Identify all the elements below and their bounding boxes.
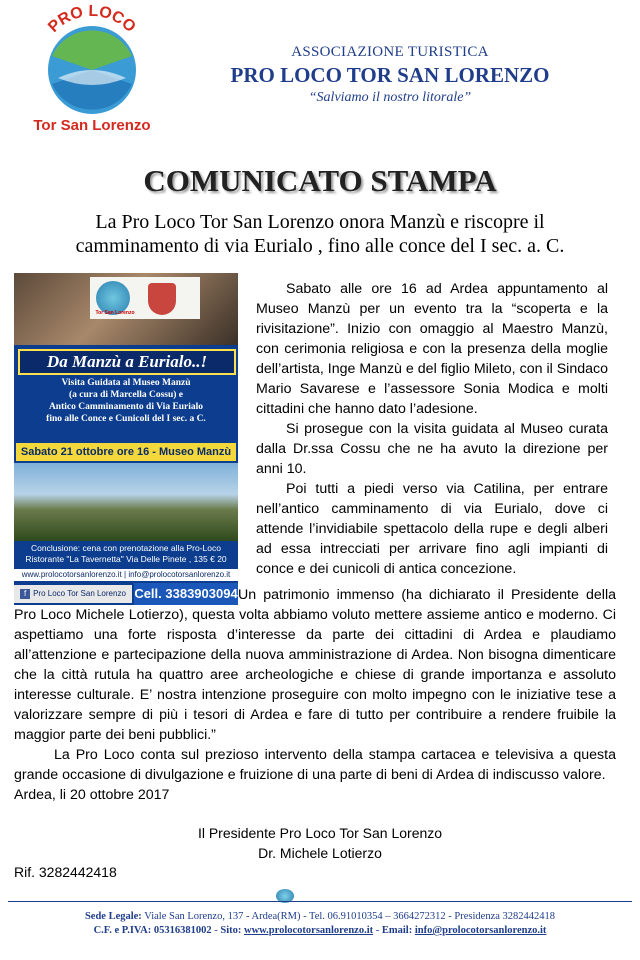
poster-conclusion-line: Ristorante "La Tavernetta" Via Delle Pinete , 135 € 20 <box>25 554 227 564</box>
footer-divider <box>8 901 632 902</box>
signature-role: Il Presidente Pro Loco Tor San Lorenzo <box>197 825 443 841</box>
page-title: COMUNICATO STAMPA <box>143 163 497 198</box>
poster-website: www.prolocotorsanlorenzo.it <box>21 570 122 579</box>
poster-desc-line: Visita Guidata al Museo Manzù <box>61 378 191 388</box>
poster-conclusion <box>16 543 236 565</box>
signature-name: Dr. Michele Lotierzo <box>258 845 382 861</box>
body-text-full <box>14 585 616 805</box>
footer-cf-label: C.F. e P.IVA: <box>93 925 152 936</box>
poster-description <box>18 377 234 425</box>
subtitle <box>40 210 600 258</box>
poster-cell: Cell. 3383903094 <box>134 583 238 605</box>
footer-email-label: Email: <box>381 925 413 936</box>
logo-name: Tor San Lorenzo <box>33 117 151 134</box>
poster-banner: Da Manzù a Eurialo..! <box>18 349 236 375</box>
paragraph-2: Si prosegue con la visita guidata al Museo curata dalla Dr.ssa Cossu che ne ha avuto la direzione per anni 10. <box>256 421 608 477</box>
subtitle-line-1: La Pro Loco Tor San Lorenzo onora Manzù e riscopre il <box>95 211 545 233</box>
footer-email-link[interactable]: info@prolocotorsanlorenzo.it <box>414 925 547 936</box>
poster-email: info@prolocotorsanlorenzo.it <box>128 570 231 579</box>
poster-conclusion-line: Conclusione: cena con prenotazione alla Pro-Loco <box>31 543 221 553</box>
footer-address <box>0 911 640 922</box>
poster-facebook-label: Pro Loco Tor San Lorenzo <box>33 589 126 598</box>
footer-cf-value: 05316381002 <box>153 925 212 936</box>
paragraph-1: Sabato alle ore 16 ad Ardea appuntamento al Museo Manzù per un evento tra la “scoperta e la rivisitazione”. Inizio con omaggio al Maestro Manzù, con cerimonia religiosa e con la presenza della moglie dell’artista, Inge Manzù e del figlio Mileto, con il Sindaco Mario Savarese e l’assessore Sonia Modica e molti cittadini che hanno dato l’adesione. <box>256 281 608 417</box>
body-text-column <box>256 279 608 579</box>
paragraph-quote: Un patrimonio immenso (ha dichiarato il Presidente della Pro Loco Michele Lotierzo), questa volta abbiamo voluto mettere assieme antico e moderno. Ci aspettiamo una forte risposta d’interesse da parte dei cittadini di Ardea e plaudiamo all’attenzione e partecipazione della nuova amministrazione di Ardea. Non bisogna dimenticare che la città rutula ha quattro aree archeologiche e chiese di grande importanza e assoluto interesse culturale. E’ nostra intenzione proseguire con molto impegno con le iniziative tese a valorizzare sempre di più i tesori di Ardea e fare di tutto per contribuire a rendere fruibile la maggior parte dei beni pubblici.” <box>14 587 616 743</box>
association-type: ASSOCIAZIONE TURISTICA <box>291 44 489 60</box>
event-poster <box>14 273 238 605</box>
poster-logo-text: Tor San Lorenzo <box>95 310 135 316</box>
coat-of-arms-icon <box>148 283 176 315</box>
footer-website-link[interactable]: www.prolocotorsanlorenzo.it <box>244 925 374 936</box>
footer-sede-text: Viale San Lorenzo, 137 - Ardea(RM) - Tel. 06.91010354 – 3664272312 - Presidenza 3282442418 <box>144 911 556 922</box>
letterhead <box>200 44 580 106</box>
subtitle-line-2: camminamento di via Eurialo , fino alle conce del I sec. a. C. <box>75 235 565 257</box>
footer-sito-label: Sito: <box>220 925 242 936</box>
paragraph-3: Poi tutti a piedi verso via Catilina, per entrare nell’antico camminamento di via Eurialo, dove ci attende l’invidiabile spettacolo della rupe e degli alberi ad essa intrecciati per arrivare fino agli impianti di conce e dei cunicoli di antica concezione. <box>256 481 608 577</box>
facebook-icon: f <box>20 589 30 599</box>
pro-loco-logo <box>22 4 162 134</box>
association-motto: “Salviamo il nostro litorale” <box>308 90 472 105</box>
poster-desc-line: (a cura di Marcella Cossu) e <box>68 390 184 400</box>
logo-arc-text: PRO LOCO <box>45 4 139 36</box>
date-place: Ardea, li 20 ottobre 2017 <box>14 787 170 803</box>
association-name: PRO LOCO TOR SAN LORENZO <box>230 63 550 87</box>
reference-number: Rif. 3282442418 <box>14 864 117 880</box>
footer-sede-label: Sede Legale: <box>84 911 142 922</box>
poster-desc-line: fino alle Conce e Cunicoli del I sec. a C. <box>46 414 206 424</box>
poster-logos <box>90 277 200 319</box>
footer-contacts: C.F. e P.IVA: 05316381002 - Sito: www.prolocotorsanlorenzo.it - Email: info@prolocotorsanlorenzo.it <box>93 925 547 936</box>
paragraph-4: La Pro Loco conta sul prezioso intervento della stampa cartacea e televisiva a questa grande occasione di divulgazione e fruizione di una parte di beni di Ardea di indiscusso valore. <box>14 747 616 783</box>
poster-contacts: www.prolocotorsanlorenzo.it | info@prolocotorsanlorenzo.it <box>14 569 238 581</box>
poster-desc-line: Antico Camminamento di Via Eurialo <box>48 402 204 412</box>
poster-date: Sabato 21 ottobre ore 16 - Museo Manzù <box>16 443 236 461</box>
poster-museum-photo <box>14 463 238 541</box>
